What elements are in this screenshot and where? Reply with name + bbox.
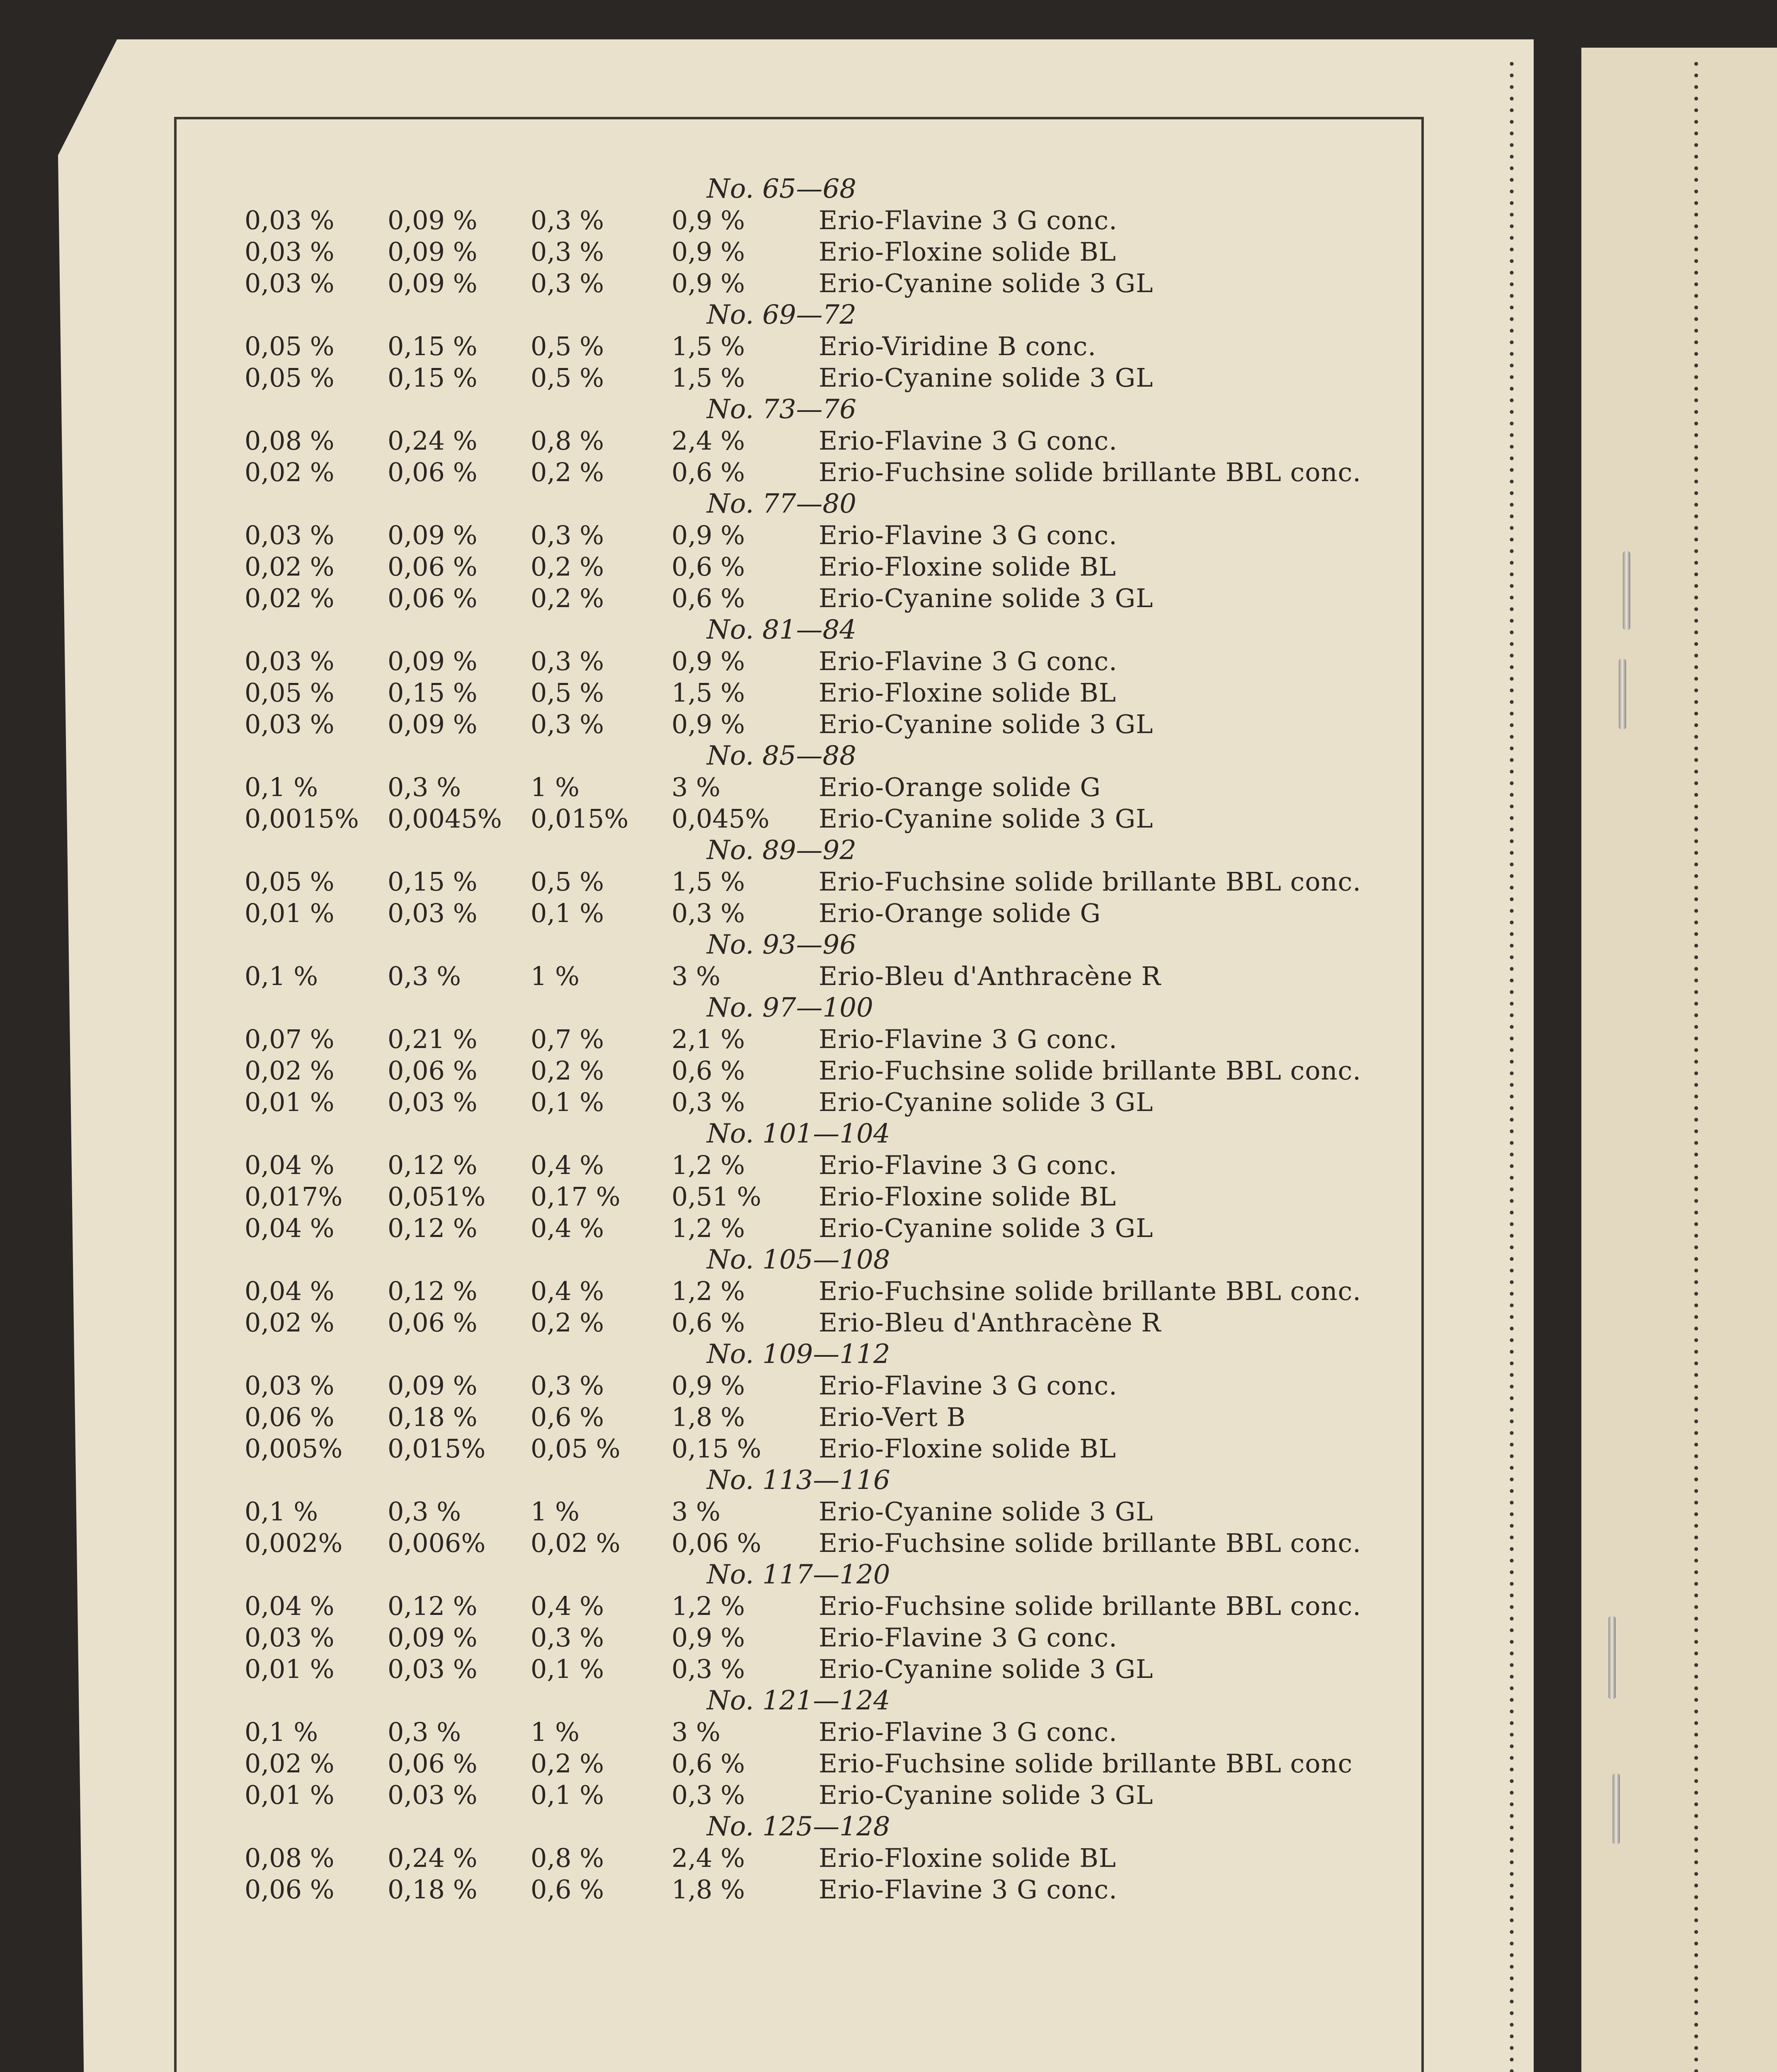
concentration-value: 1,2 % bbox=[672, 1213, 745, 1243]
concentration-value: 0,02 % bbox=[245, 1055, 335, 1086]
recipe-table bbox=[245, 173, 1426, 1905]
recipe-row bbox=[245, 898, 1426, 929]
concentration-value: 0,04 % bbox=[245, 1591, 335, 1621]
concentration-value: 0,18 % bbox=[388, 1874, 478, 1905]
concentration-value: 0,9 % bbox=[672, 709, 745, 739]
concentration-value: 0,9 % bbox=[672, 237, 745, 267]
recipe-row bbox=[245, 1307, 1426, 1339]
concentration-value: 0,03 % bbox=[245, 1622, 335, 1653]
recipe-group bbox=[245, 394, 1426, 488]
concentration-value: 0,002% bbox=[245, 1528, 343, 1558]
dye-name: Erio-Cyanine solide 3 GL bbox=[819, 1654, 1154, 1684]
concentration-value: 0,1 % bbox=[531, 1780, 604, 1810]
concentration-value: 0,06 % bbox=[245, 1874, 335, 1905]
dye-name: Erio-Bleu d'Anthracène R bbox=[819, 961, 1161, 991]
dye-name: Erio-Cyanine solide 3 GL bbox=[819, 1213, 1154, 1243]
concentration-value: 0,24 % bbox=[388, 1843, 478, 1873]
recipe-group bbox=[245, 929, 1426, 992]
staple-upper bbox=[1619, 659, 1626, 729]
recipe-group bbox=[245, 488, 1426, 614]
concentration-value: 0,02 % bbox=[245, 1748, 335, 1779]
recipe-row bbox=[245, 1150, 1426, 1181]
group-header: No. 105—108 bbox=[707, 1244, 890, 1275]
concentration-value: 0,051% bbox=[388, 1181, 486, 1212]
concentration-value: 0,09 % bbox=[388, 646, 478, 676]
concentration-value: 0,3 % bbox=[672, 898, 745, 928]
concentration-value: 0,3 % bbox=[388, 772, 461, 802]
recipe-row bbox=[245, 457, 1426, 488]
concentration-value: 0,6 % bbox=[672, 552, 745, 582]
concentration-value: 0,12 % bbox=[388, 1591, 478, 1621]
recipe-row bbox=[245, 1181, 1426, 1213]
dye-name: Erio-Fuchsine solide brillante BBL conc bbox=[819, 1748, 1353, 1779]
concentration-value: 0,05 % bbox=[245, 867, 335, 897]
recipe-row bbox=[245, 1874, 1426, 1905]
recipe-row bbox=[245, 772, 1426, 803]
staple-top bbox=[1623, 551, 1630, 630]
concentration-value: 0,04 % bbox=[245, 1150, 335, 1180]
concentration-value: 0,5 % bbox=[531, 331, 604, 361]
concentration-value: 0,15 % bbox=[388, 363, 478, 393]
concentration-value: 0,6 % bbox=[672, 1748, 745, 1779]
concentration-value: 2,4 % bbox=[672, 1843, 745, 1873]
concentration-value: 1,5 % bbox=[672, 363, 745, 393]
recipe-row bbox=[245, 583, 1426, 614]
dye-name: Erio-Fuchsine solide brillante BBL conc. bbox=[819, 867, 1361, 897]
concentration-value: 0,015% bbox=[531, 804, 629, 834]
concentration-value: 0,02 % bbox=[245, 457, 335, 487]
concentration-value: 0,005% bbox=[245, 1433, 343, 1464]
concentration-value: 0,09 % bbox=[388, 268, 478, 298]
concentration-value: 2,4 % bbox=[672, 426, 745, 456]
concentration-value: 0,06 % bbox=[245, 1402, 335, 1432]
concentration-value: 0,3 % bbox=[388, 961, 461, 991]
recipe-group bbox=[245, 1559, 1426, 1685]
dye-name: Erio-Flavine 3 G conc. bbox=[819, 205, 1118, 235]
recipe-row bbox=[245, 1779, 1426, 1811]
dye-name: Erio-Flavine 3 G conc. bbox=[819, 1717, 1118, 1747]
concentration-value: 0,09 % bbox=[388, 205, 478, 235]
concentration-value: 0,02 % bbox=[245, 1307, 335, 1338]
recipe-group bbox=[245, 1464, 1426, 1559]
concentration-value: 0,15 % bbox=[672, 1433, 761, 1464]
concentration-value: 0,03 % bbox=[245, 520, 335, 550]
group-header: No. 121—124 bbox=[707, 1685, 890, 1716]
concentration-value: 0,1 % bbox=[245, 1717, 318, 1747]
concentration-value: 0,05 % bbox=[245, 678, 335, 708]
dye-name: Erio-Cyanine solide 3 GL bbox=[819, 583, 1154, 613]
concentration-value: 0,1 % bbox=[531, 1087, 604, 1117]
concentration-value: 0,4 % bbox=[531, 1591, 604, 1621]
concentration-value: 1,8 % bbox=[672, 1402, 745, 1432]
group-header: No. 93—96 bbox=[707, 929, 856, 960]
recipe-row bbox=[245, 425, 1426, 457]
concentration-value: 0,04 % bbox=[245, 1276, 335, 1306]
concentration-value: 0,6 % bbox=[672, 457, 745, 487]
dye-name: Erio-Cyanine solide 3 GL bbox=[819, 363, 1154, 393]
group-header: No. 73—76 bbox=[707, 394, 856, 425]
concentration-value: 0,03 % bbox=[245, 709, 335, 739]
concentration-value: 0,8 % bbox=[531, 1843, 604, 1873]
recipe-group bbox=[245, 299, 1426, 394]
recipe-group bbox=[245, 992, 1426, 1118]
recipe-row bbox=[245, 1622, 1426, 1653]
concentration-value: 0,2 % bbox=[531, 1307, 604, 1338]
concentration-value: 0,6 % bbox=[672, 1055, 745, 1086]
group-header: No. 81—84 bbox=[707, 615, 856, 645]
dye-name: Erio-Cyanine solide 3 GL bbox=[819, 709, 1154, 739]
concentration-value: 0,9 % bbox=[672, 646, 745, 676]
concentration-value: 1,2 % bbox=[672, 1276, 745, 1306]
concentration-value: 0,3 % bbox=[531, 268, 604, 298]
group-header: No. 113—116 bbox=[707, 1465, 890, 1496]
dye-name: Erio-Cyanine solide 3 GL bbox=[819, 1496, 1154, 1527]
concentration-value: 0,05 % bbox=[245, 331, 335, 361]
concentration-value: 0,03 % bbox=[245, 646, 335, 676]
concentration-value: 3 % bbox=[672, 961, 721, 991]
concentration-value: 0,15 % bbox=[388, 867, 478, 897]
concentration-value: 0,8 % bbox=[531, 426, 604, 456]
concentration-value: 0,06 % bbox=[672, 1528, 761, 1558]
recipe-group bbox=[245, 614, 1426, 740]
concentration-value: 0,1 % bbox=[531, 898, 604, 928]
concentration-value: 0,01 % bbox=[245, 898, 335, 928]
dye-name: Erio-Flavine 3 G conc. bbox=[819, 1150, 1118, 1180]
recipe-row bbox=[245, 1402, 1426, 1433]
concentration-value: 1,5 % bbox=[672, 867, 745, 897]
dye-name: Erio-Floxine solide BL bbox=[819, 237, 1116, 267]
concentration-value: 1,5 % bbox=[672, 331, 745, 361]
dye-name: Erio-Viridine B conc. bbox=[819, 331, 1097, 361]
concentration-value: 0,06 % bbox=[388, 457, 478, 487]
concentration-value: 0,04 % bbox=[245, 1213, 335, 1243]
recipe-row bbox=[245, 1716, 1426, 1748]
dye-name: Erio-Fuchsine solide brillante BBL conc. bbox=[819, 1276, 1361, 1306]
recipe-row bbox=[245, 1748, 1426, 1779]
concentration-value: 0,7 % bbox=[531, 1024, 604, 1054]
recipe-row bbox=[245, 1024, 1426, 1055]
recipe-row bbox=[245, 677, 1426, 709]
dye-name: Erio-Flavine 3 G conc. bbox=[819, 1622, 1118, 1653]
concentration-value: 0,03 % bbox=[245, 268, 335, 298]
group-header: No. 101—104 bbox=[707, 1118, 890, 1149]
dye-name: Erio-Fuchsine solide brillante BBL conc. bbox=[819, 1591, 1361, 1621]
recipe-row bbox=[245, 866, 1426, 898]
concentration-value: 0,08 % bbox=[245, 1843, 335, 1873]
dye-name: Erio-Cyanine solide 3 GL bbox=[819, 1780, 1154, 1810]
dye-name: Erio-Floxine solide BL bbox=[819, 1433, 1116, 1464]
group-header: No. 117—120 bbox=[707, 1559, 890, 1590]
recipe-group bbox=[245, 1339, 1426, 1464]
recipe-row bbox=[245, 331, 1426, 362]
concentration-value: 0,03 % bbox=[388, 1780, 478, 1810]
concentration-value: 3 % bbox=[672, 1717, 721, 1747]
concentration-value: 0,12 % bbox=[388, 1213, 478, 1243]
concentration-value: 0,02 % bbox=[245, 552, 335, 582]
recipe-row bbox=[245, 1653, 1426, 1685]
recipe-row bbox=[245, 646, 1426, 677]
concentration-value: 0,6 % bbox=[672, 1307, 745, 1338]
group-header: No. 109—112 bbox=[707, 1339, 890, 1370]
concentration-value: 0,12 % bbox=[388, 1276, 478, 1306]
dye-name: Erio-Orange solide G bbox=[819, 898, 1101, 928]
recipe-row bbox=[245, 520, 1426, 551]
recipe-row bbox=[245, 1496, 1426, 1527]
dye-name: Erio-Flavine 3 G conc. bbox=[819, 1024, 1118, 1054]
dye-name: Erio-Cyanine solide 3 GL bbox=[819, 268, 1154, 298]
concentration-value: 0,3 % bbox=[531, 1370, 604, 1401]
dye-name: Erio-Cyanine solide 3 GL bbox=[819, 1087, 1154, 1117]
concentration-value: 0,17 % bbox=[531, 1181, 621, 1212]
concentration-value: 0,02 % bbox=[245, 583, 335, 613]
concentration-value: 0,24 % bbox=[388, 426, 478, 456]
recipe-row bbox=[245, 1842, 1426, 1874]
recipe-group bbox=[245, 1685, 1426, 1811]
concentration-value: 0,03 % bbox=[388, 1654, 478, 1684]
recipe-row bbox=[245, 1087, 1426, 1118]
concentration-value: 0,2 % bbox=[531, 583, 604, 613]
staple-lower bbox=[1608, 1616, 1616, 1699]
concentration-value: 0,6 % bbox=[672, 583, 745, 613]
concentration-value: 0,21 % bbox=[388, 1024, 478, 1054]
concentration-value: 0,06 % bbox=[388, 1748, 478, 1779]
concentration-value: 0,3 % bbox=[672, 1087, 745, 1117]
dye-name: Erio-Flavine 3 G conc. bbox=[819, 426, 1118, 456]
group-header: No. 125—128 bbox=[707, 1811, 890, 1842]
recipe-group bbox=[245, 835, 1426, 929]
recipe-row bbox=[245, 1213, 1426, 1244]
concentration-value: 0,01 % bbox=[245, 1654, 335, 1684]
concentration-value: 0,05 % bbox=[245, 363, 335, 393]
concentration-value: 0,006% bbox=[388, 1528, 486, 1558]
concentration-value: 0,3 % bbox=[531, 709, 604, 739]
recipe-row bbox=[245, 551, 1426, 583]
concentration-value: 0,05 % bbox=[531, 1433, 621, 1464]
dye-name: Erio-Flavine 3 G conc. bbox=[819, 520, 1118, 550]
recipe-row bbox=[245, 803, 1426, 835]
concentration-value: 0,3 % bbox=[388, 1496, 461, 1527]
concentration-value: 0,6 % bbox=[531, 1402, 604, 1432]
concentration-value: 0,0045% bbox=[388, 804, 502, 834]
binding-perforation-right bbox=[1693, 58, 1699, 2072]
concentration-value: 0,1 % bbox=[245, 961, 318, 991]
concentration-value: 0,2 % bbox=[531, 552, 604, 582]
dye-name: Erio-Fuchsine solide brillante BBL conc. bbox=[819, 1528, 1361, 1558]
concentration-value: 0,08 % bbox=[245, 426, 335, 456]
recipe-row bbox=[245, 1055, 1426, 1087]
concentration-value: 0,09 % bbox=[388, 709, 478, 739]
group-header: No. 89—92 bbox=[707, 835, 856, 866]
dye-name: Erio-Vert B bbox=[819, 1402, 966, 1432]
concentration-value: 0,3 % bbox=[531, 237, 604, 267]
concentration-value: 3 % bbox=[672, 772, 721, 802]
recipe-group bbox=[245, 173, 1426, 299]
concentration-value: 0,09 % bbox=[388, 1622, 478, 1653]
concentration-value: 0,06 % bbox=[388, 1307, 478, 1338]
recipe-row bbox=[245, 362, 1426, 394]
dye-name: Erio-Fuchsine solide brillante BBL conc. bbox=[819, 457, 1361, 487]
concentration-value: 0,9 % bbox=[672, 268, 745, 298]
dye-name: Erio-Floxine solide BL bbox=[819, 1843, 1116, 1873]
recipe-row bbox=[245, 1590, 1426, 1622]
dye-name: Erio-Orange solide G bbox=[819, 772, 1101, 802]
concentration-value: 0,0015% bbox=[245, 804, 359, 834]
concentration-value: 0,03 % bbox=[245, 237, 335, 267]
concentration-value: 1 % bbox=[531, 1496, 580, 1527]
recipe-group bbox=[245, 740, 1426, 835]
concentration-value: 1 % bbox=[531, 1717, 580, 1747]
concentration-value: 0,3 % bbox=[531, 205, 604, 235]
recipe-row bbox=[245, 236, 1426, 268]
concentration-value: 0,03 % bbox=[245, 205, 335, 235]
concentration-value: 0,51 % bbox=[672, 1181, 761, 1212]
concentration-value: 0,5 % bbox=[531, 678, 604, 708]
concentration-value: 0,3 % bbox=[531, 646, 604, 676]
recipe-row bbox=[245, 1527, 1426, 1559]
concentration-value: 1,2 % bbox=[672, 1591, 745, 1621]
concentration-value: 0,1 % bbox=[245, 772, 318, 802]
recipe-row bbox=[245, 1433, 1426, 1464]
recipe-row bbox=[245, 961, 1426, 992]
concentration-value: 0,03 % bbox=[388, 1087, 478, 1117]
group-header: No. 85—88 bbox=[707, 741, 856, 771]
concentration-value: 0,9 % bbox=[672, 520, 745, 550]
dye-name: Erio-Flavine 3 G conc. bbox=[819, 1370, 1118, 1401]
concentration-value: 0,09 % bbox=[388, 520, 478, 550]
staple-bottom bbox=[1612, 1774, 1620, 1844]
concentration-value: 0,15 % bbox=[388, 331, 478, 361]
concentration-value: 0,06 % bbox=[388, 1055, 478, 1086]
concentration-value: 0,4 % bbox=[531, 1213, 604, 1243]
concentration-value: 0,3 % bbox=[672, 1654, 745, 1684]
concentration-value: 0,045% bbox=[672, 804, 770, 834]
recipe-group bbox=[245, 1118, 1426, 1244]
dye-name: Erio-Floxine solide BL bbox=[819, 552, 1116, 582]
concentration-value: 0,15 % bbox=[388, 678, 478, 708]
dye-name: Erio-Flavine 3 G conc. bbox=[819, 1874, 1118, 1905]
concentration-value: 0,06 % bbox=[388, 552, 478, 582]
book-page-right bbox=[1581, 48, 1777, 2072]
concentration-value: 0,9 % bbox=[672, 1622, 745, 1653]
concentration-value: 1 % bbox=[531, 772, 580, 802]
group-header: No. 97—100 bbox=[707, 992, 873, 1023]
concentration-value: 0,03 % bbox=[388, 898, 478, 928]
concentration-value: 0,18 % bbox=[388, 1402, 478, 1432]
recipe-row bbox=[245, 709, 1426, 740]
dye-name: Erio-Cyanine solide 3 GL bbox=[819, 804, 1154, 834]
concentration-value: 0,09 % bbox=[388, 237, 478, 267]
concentration-value: 0,3 % bbox=[531, 520, 604, 550]
concentration-value: 0,6 % bbox=[531, 1874, 604, 1905]
concentration-value: 0,4 % bbox=[531, 1150, 604, 1180]
concentration-value: 0,09 % bbox=[388, 1370, 478, 1401]
dye-name: Erio-Flavine 3 G conc. bbox=[819, 646, 1118, 676]
concentration-value: 0,2 % bbox=[531, 1055, 604, 1086]
recipe-group bbox=[245, 1811, 1426, 1905]
recipe-row bbox=[245, 1370, 1426, 1402]
concentration-value: 0,03 % bbox=[245, 1370, 335, 1401]
concentration-value: 1 % bbox=[531, 961, 580, 991]
concentration-value: 0,5 % bbox=[531, 867, 604, 897]
dye-name: Erio-Fuchsine solide brillante BBL conc. bbox=[819, 1055, 1361, 1086]
concentration-value: 0,9 % bbox=[672, 1370, 745, 1401]
concentration-value: 0,5 % bbox=[531, 363, 604, 393]
concentration-value: 0,01 % bbox=[245, 1087, 335, 1117]
concentration-value: 0,02 % bbox=[531, 1528, 621, 1558]
concentration-value: 0,06 % bbox=[388, 583, 478, 613]
recipe-row bbox=[245, 1276, 1426, 1307]
dye-name: Erio-Floxine solide BL bbox=[819, 678, 1116, 708]
group-header: No. 77—80 bbox=[707, 489, 856, 519]
concentration-value: 0,9 % bbox=[672, 205, 745, 235]
concentration-value: 1,8 % bbox=[672, 1874, 745, 1905]
concentration-value: 2,1 % bbox=[672, 1024, 745, 1054]
concentration-value: 0,3 % bbox=[672, 1780, 745, 1810]
concentration-value: 0,1 % bbox=[245, 1496, 318, 1527]
recipe-row bbox=[245, 268, 1426, 299]
concentration-value: 0,4 % bbox=[531, 1276, 604, 1306]
group-header: No. 65—68 bbox=[707, 174, 856, 204]
dye-name: Erio-Bleu d'Anthracène R bbox=[819, 1307, 1161, 1338]
dye-name: Erio-Floxine solide BL bbox=[819, 1181, 1116, 1212]
concentration-value: 0,2 % bbox=[531, 1748, 604, 1779]
concentration-value: 0,3 % bbox=[388, 1717, 461, 1747]
concentration-value: 0,015% bbox=[388, 1433, 486, 1464]
concentration-value: 0,1 % bbox=[531, 1654, 604, 1684]
concentration-value: 0,07 % bbox=[245, 1024, 335, 1054]
recipe-row bbox=[245, 205, 1426, 236]
binding-perforation-left bbox=[1509, 58, 1515, 2072]
recipe-group bbox=[245, 1244, 1426, 1339]
group-header: No. 69—72 bbox=[707, 300, 856, 330]
concentration-value: 1,2 % bbox=[672, 1150, 745, 1180]
concentration-value: 0,01 % bbox=[245, 1780, 335, 1810]
concentration-value: 3 % bbox=[672, 1496, 721, 1527]
concentration-value: 0,017% bbox=[245, 1181, 343, 1212]
concentration-value: 1,5 % bbox=[672, 678, 745, 708]
concentration-value: 0,3 % bbox=[531, 1622, 604, 1653]
concentration-value: 0,2 % bbox=[531, 457, 604, 487]
concentration-value: 0,12 % bbox=[388, 1150, 478, 1180]
